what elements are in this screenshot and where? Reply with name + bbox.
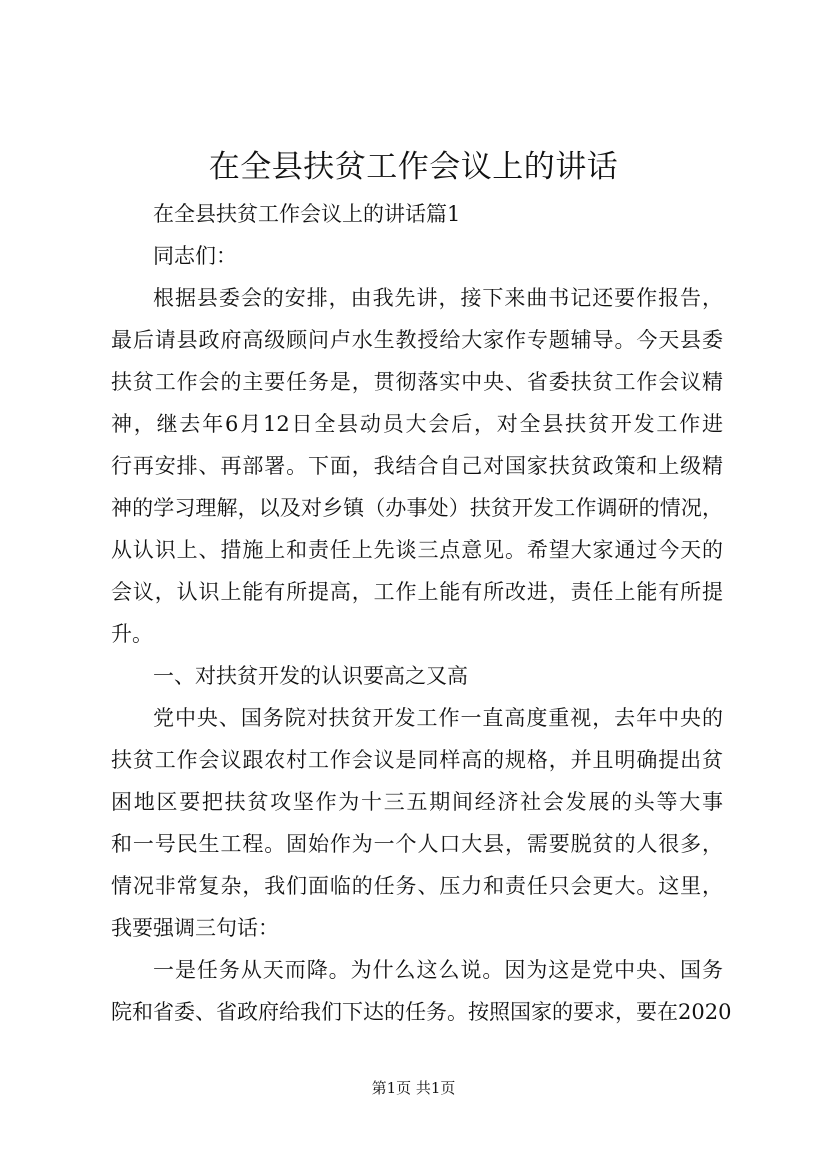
text-line: 一是任务从天而降。为什么这么说。因为这是党中央、国务	[153, 958, 723, 982]
text-line: 情况非常复杂，我们面临的任务、压力和责任只会更大。这里，	[111, 874, 723, 898]
text-line: 升。	[111, 622, 153, 646]
text-line: 扶贫工作会议跟农村工作会议是同样高的规格，并且明确提出贫	[111, 748, 723, 772]
text-line: 一、对扶贫开发的认识要高之又高	[153, 664, 468, 688]
text-line: 行再安排、再部署。下面，我结合自己对国家扶贫政策和上级精	[111, 454, 723, 478]
text-line: 和一号民生工程。固始作为一个人口大县，需要脱贫的人很多，	[111, 832, 723, 856]
document-body	[111, 193, 732, 1033]
page-footer: 第1页 共1页	[371, 1079, 456, 1097]
text-line: 神的学习理解，以及对乡镇（办事处）扶贫开发工作调研的情况，	[111, 496, 723, 520]
text-line: 根据县委会的安排，由我先讲，接下来曲书记还要作报告，	[153, 286, 723, 310]
document-title: 在全县扶贫工作会议上的讲话	[208, 149, 619, 185]
text-line: 党中央、国务院对扶贫开发工作一直高度重视，去年中央的	[153, 706, 723, 730]
text-line: 从认识上、措施上和责任上先谈三点意见。希望大家通过今天的	[111, 538, 723, 562]
text-line: 在全县扶贫工作会议上的讲话篇1	[153, 202, 461, 226]
text-line: 神，继去年6月12日全县动员大会后，对全县扶贫开发工作进	[111, 412, 723, 436]
text-line: 同志们：	[153, 244, 237, 268]
text-line: 院和省委、省政府给我们下达的任务。按照国家的要求，要在2020	[111, 1000, 732, 1024]
text-line: 最后请县政府高级顾问卢水生教授给大家作专题辅导。今天县委	[111, 328, 723, 352]
text-line: 扶贫工作会的主要任务是，贯彻落实中央、省委扶贫工作会议精	[111, 370, 723, 394]
text-line: 我要强调三句话：	[111, 916, 279, 940]
text-line: 会议，认识上能有所提高，工作上能有所改进，责任上能有所提	[111, 580, 723, 604]
text-line: 困地区要把扶贫攻坚作为十三五期间经济社会发展的头等大事	[111, 790, 723, 814]
